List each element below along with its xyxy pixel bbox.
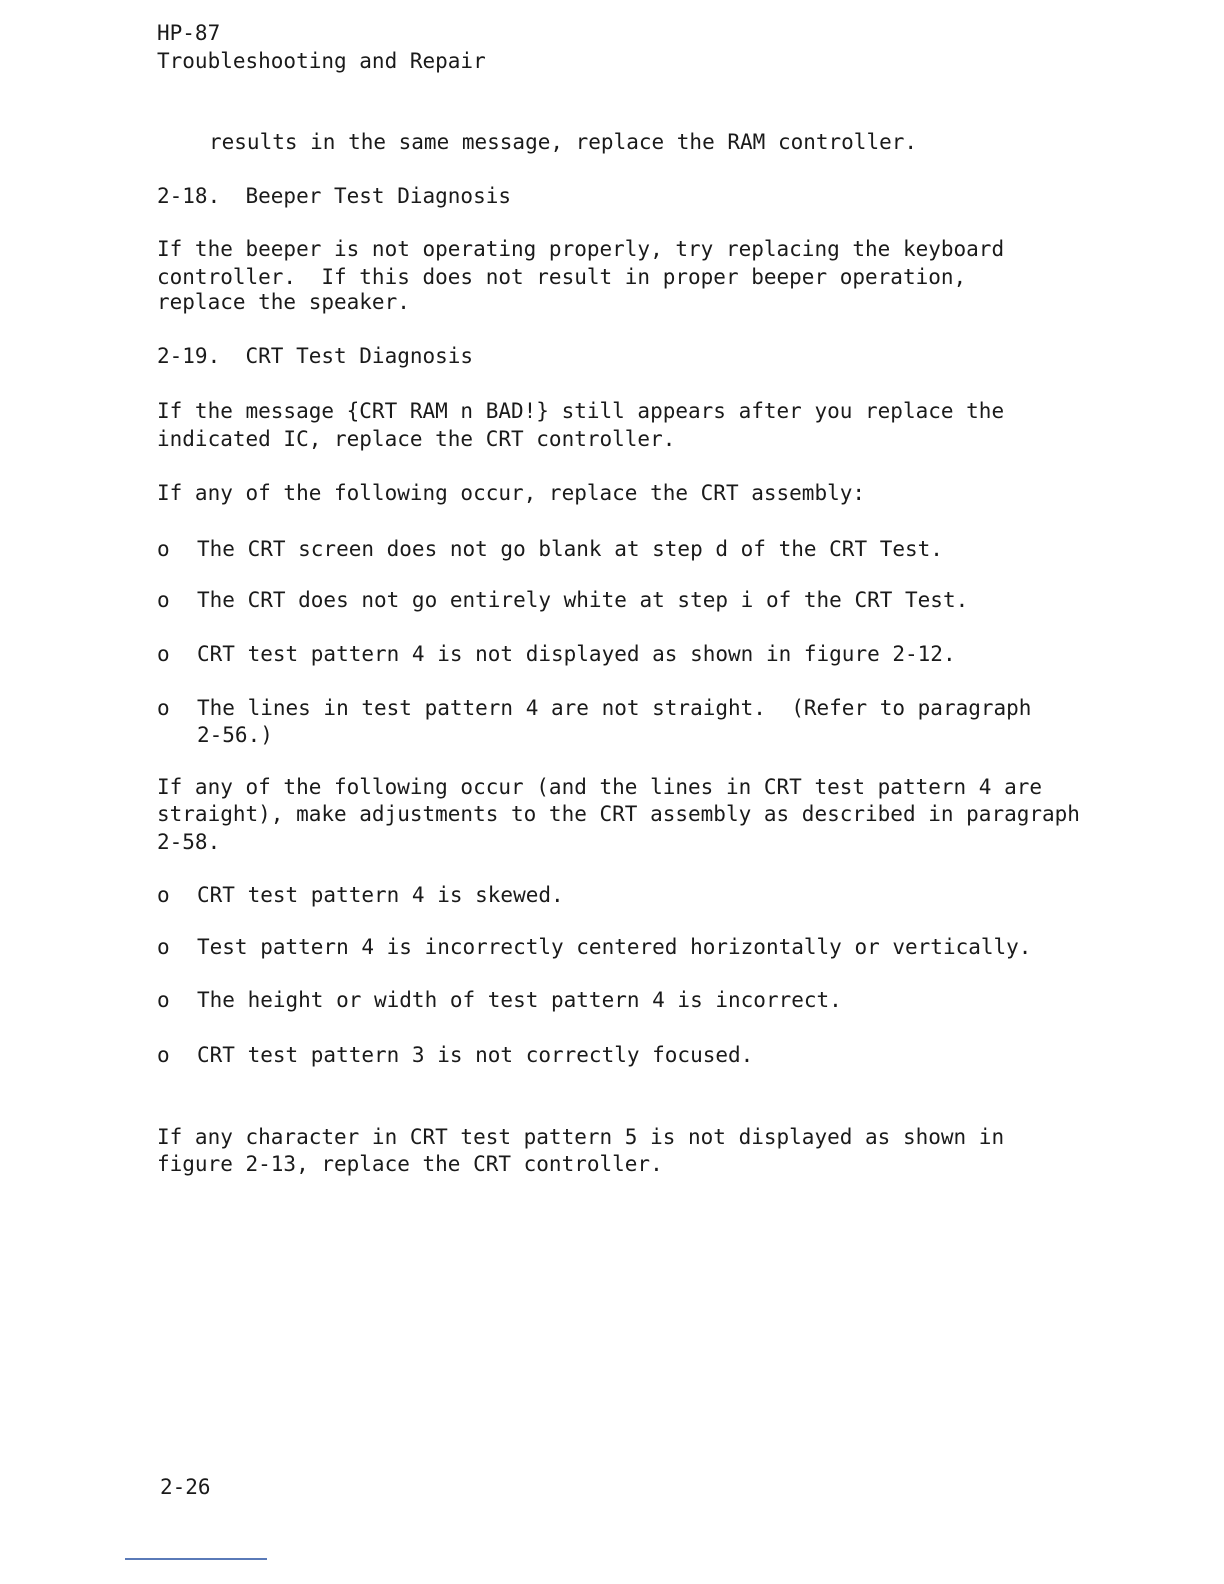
list1-item-3: CRT test pattern 4 is not displayed as shown in figure 2-12. — [197, 642, 956, 666]
para3-line-3: 2-58. — [157, 830, 221, 854]
para3-line-1: If any of the following occur (and the lines in CRT test pattern 4 are — [157, 775, 1043, 799]
list1-bullet-3: o — [157, 642, 170, 666]
list2-item-4: CRT test pattern 3 is not correctly focused. — [197, 1043, 754, 1067]
page-number: 2-26 — [160, 1475, 211, 1499]
header-section: Troubleshooting and Repair — [157, 49, 486, 73]
para-2-18-line-2: controller. If this does not result in proper beeper operation, — [157, 265, 967, 289]
heading-2-19: 2-19. CRT Test Diagnosis — [157, 344, 474, 368]
para1-line-2: indicated IC, replace the CRT controller. — [157, 427, 676, 451]
footer-rule — [125, 1558, 267, 1560]
list1-item-2: The CRT does not go entirely white at step i of the CRT Test. — [197, 588, 969, 612]
para4-line-2: figure 2-13, replace the CRT controller. — [157, 1152, 663, 1176]
list1-item-4-line-2: 2-56.) — [197, 723, 273, 747]
list2-item-1: CRT test pattern 4 is skewed. — [197, 883, 564, 907]
header-product: HP-87 — [157, 21, 221, 45]
list1-item-4-line-1: The lines in test pattern 4 are not straight. (Refer to paragraph — [197, 696, 1032, 720]
para4-line-1: If any character in CRT test pattern 5 is not displayed as shown in — [157, 1125, 1005, 1149]
para2: If any of the following occur, replace the CRT assembly: — [157, 481, 866, 505]
list2-item-2: Test pattern 4 is incorrectly centered horizontally or vertically. — [197, 935, 1032, 959]
list2-bullet-3: o — [157, 988, 170, 1012]
list1-bullet-1: o — [157, 537, 170, 561]
list1-item-1: The CRT screen does not go blank at step d of the CRT Test. — [197, 537, 943, 561]
para-2-18-line-3: replace the speaker. — [157, 290, 410, 314]
heading-2-18: 2-18. Beeper Test Diagnosis — [157, 184, 512, 208]
list2-item-3: The height or width of test pattern 4 is incorrect. — [197, 988, 842, 1012]
list1-bullet-4: o — [157, 696, 170, 720]
list2-bullet-1: o — [157, 883, 170, 907]
para3-line-2: straight), make adjustments to the CRT assembly as described in paragraph — [157, 802, 1080, 826]
para1-line-1: If the message {CRT RAM n BAD!} still appears after you replace the — [157, 399, 1005, 423]
list2-bullet-2: o — [157, 935, 170, 959]
list1-bullet-2: o — [157, 588, 170, 612]
continuation-text: results in the same message, replace the RAM controller. — [209, 130, 918, 154]
para-2-18-line-1: If the beeper is not operating properly, try replacing the keyboard — [157, 237, 1005, 261]
list2-bullet-4: o — [157, 1043, 170, 1067]
